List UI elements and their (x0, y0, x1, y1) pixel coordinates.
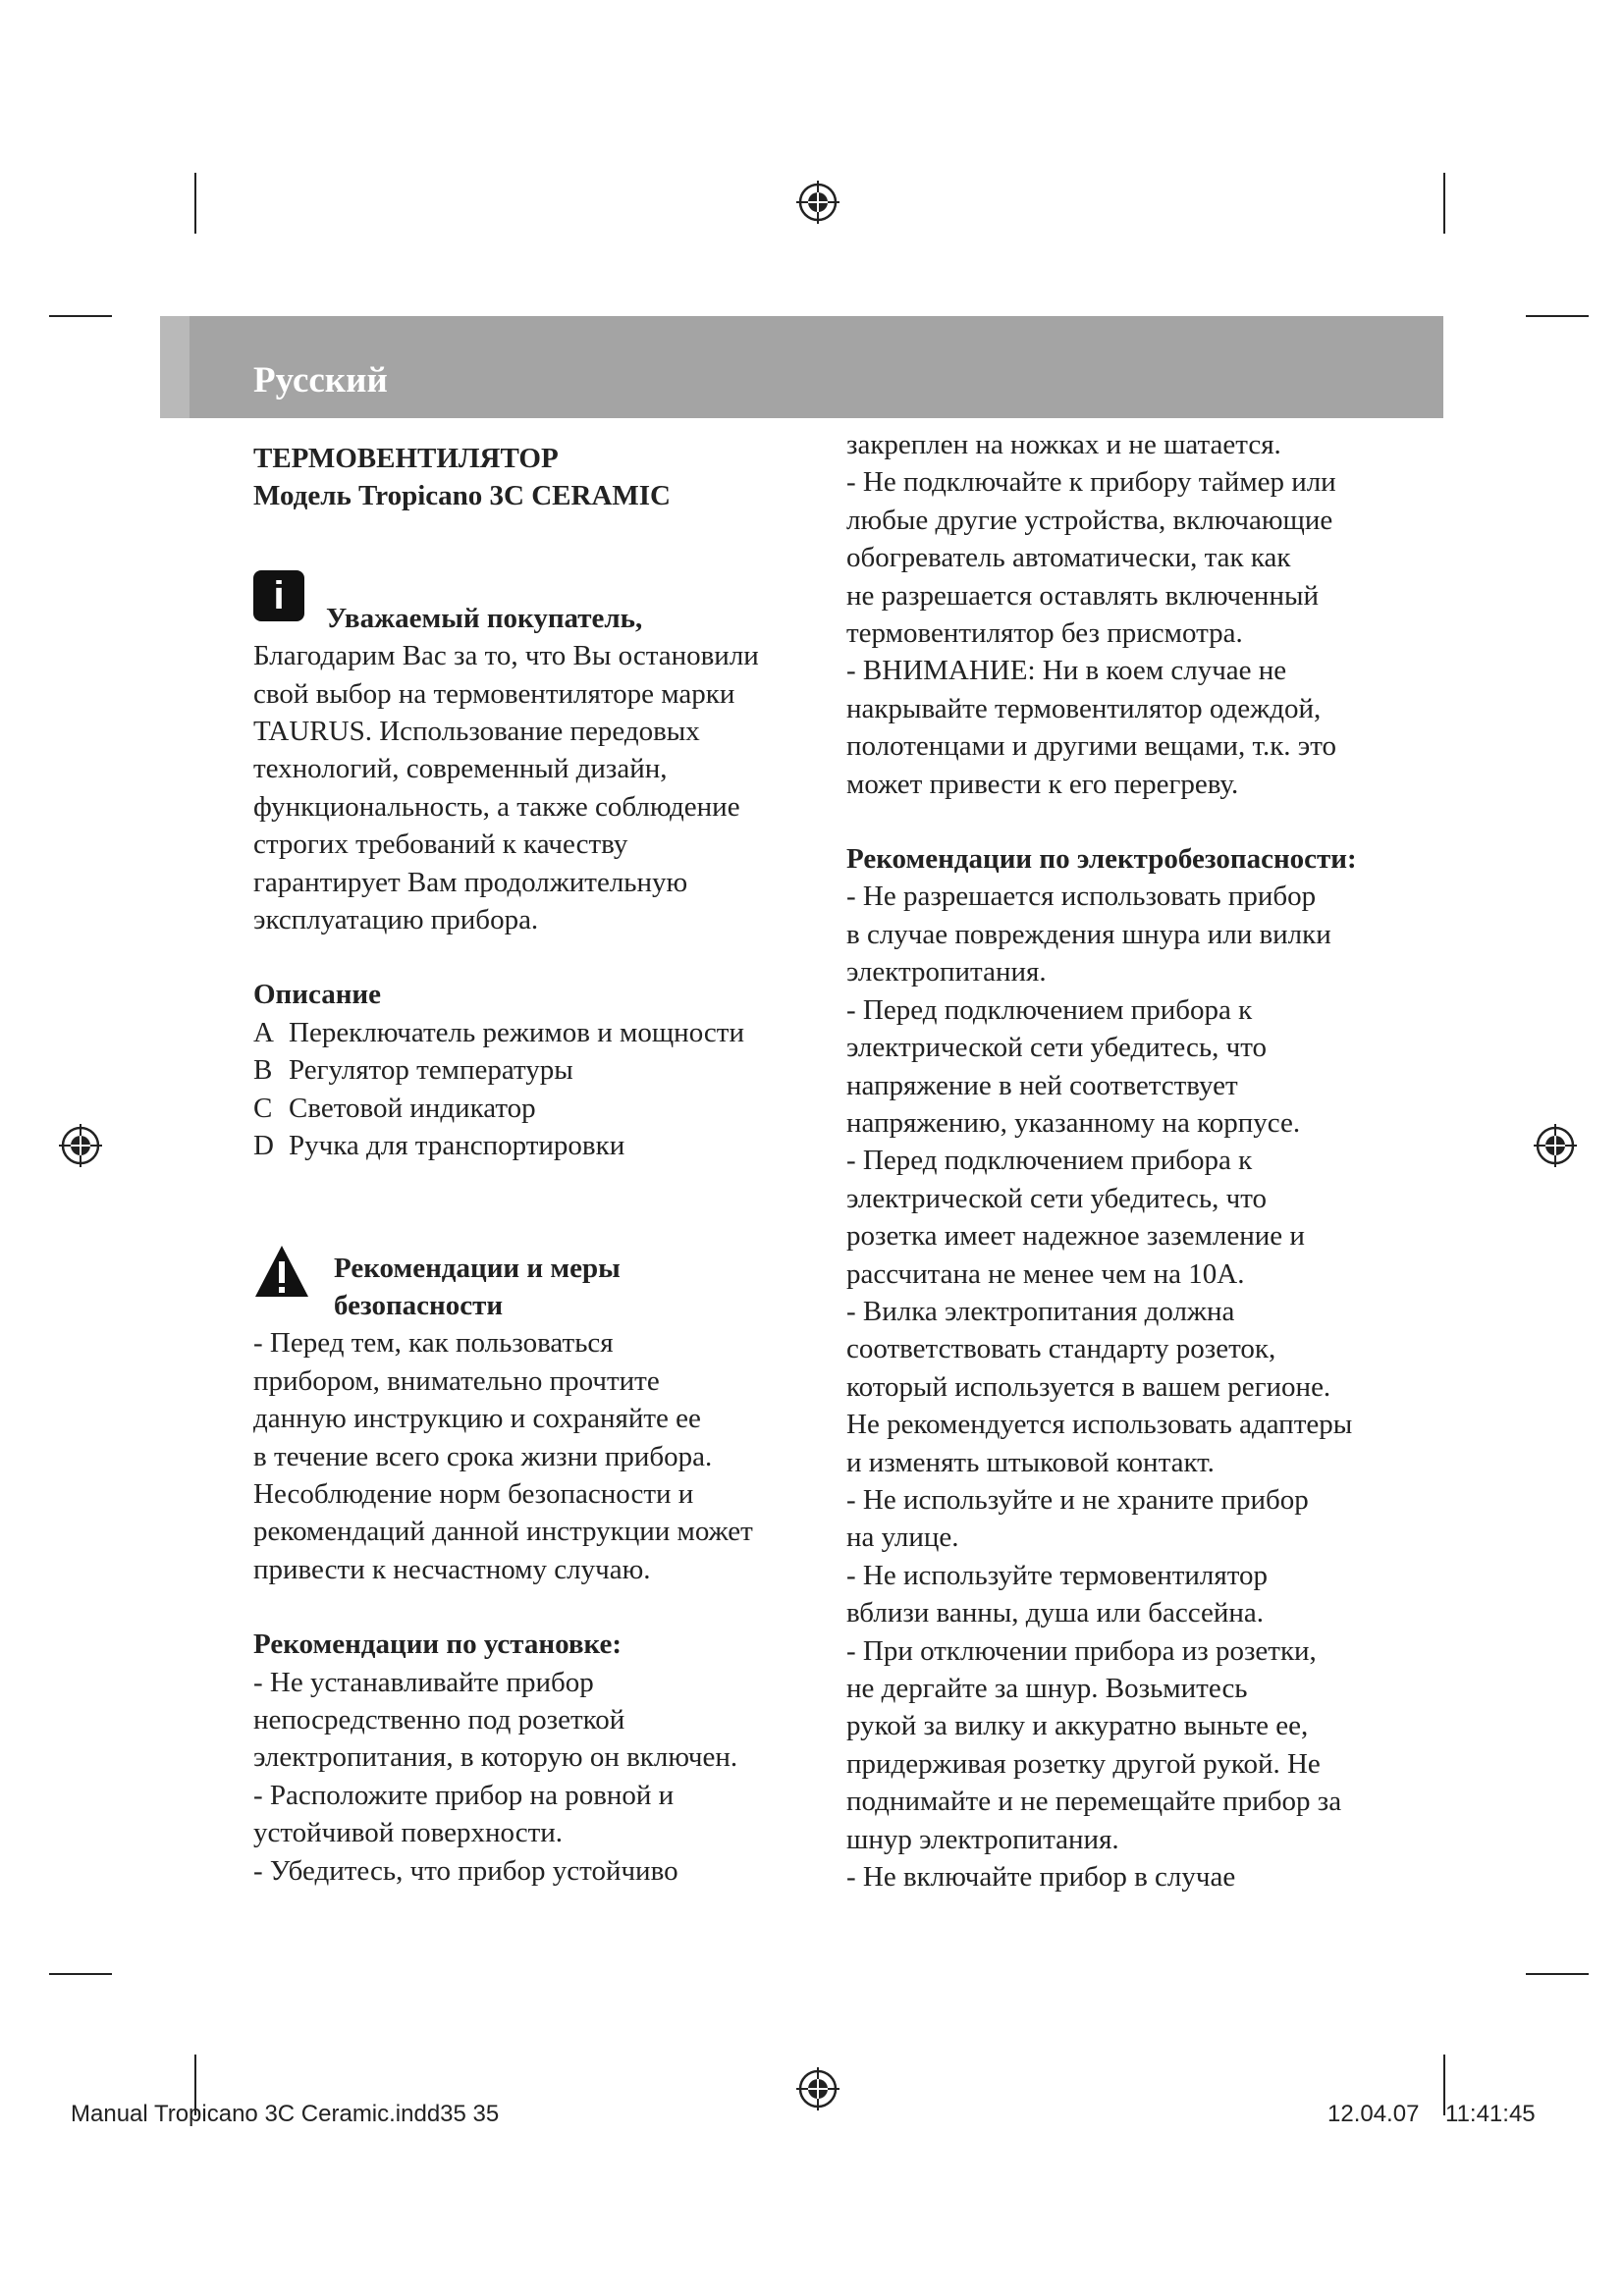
installation-line: электропитания, в которую он включен. (253, 1741, 738, 1774)
installation-line: непосредственно под розеткой (253, 1703, 625, 1735)
installation-line: - Убедитесь, что прибор устойчиво (253, 1854, 678, 1887)
electrical-line: - Не разрешается использовать прибор (846, 881, 1317, 913)
registration-mark-icon (794, 179, 841, 226)
electrical-line: розетка имеет надежное заземление и (846, 1220, 1305, 1253)
electrical-line: который используется в вашем регионе. (846, 1370, 1331, 1403)
electrical-line: - Перед подключением прибора к (846, 993, 1253, 1026)
electrical-line: рассчитана не менее чем на 10А. (846, 1257, 1245, 1290)
electrical-line: - При отключении прибора из розетки, (846, 1634, 1317, 1667)
electrical-line: электрической сети убедитесь, что (846, 1032, 1267, 1064)
safety-line: прибором, внимательно прочтите (253, 1364, 660, 1397)
footer-date: 12.04.07 (1327, 2101, 1420, 2127)
electrical-text (846, 878, 1396, 1896)
continued-line: полотенцами и другими вещами, т.к. это (846, 730, 1337, 763)
safety-line: привести к несчастному случаю. (253, 1553, 651, 1585)
continued-line: накрывайте термовентилятор одеждой, (846, 692, 1322, 724)
description-item: B Регулятор температуры (253, 1054, 573, 1087)
crop-mark-left-upper (49, 315, 112, 317)
electrical-line: электропитания. (846, 956, 1047, 988)
continued-line: - Не подключайте к прибору таймер или (846, 466, 1336, 499)
greeting-line: гарантирует Вам продолжительную (253, 866, 688, 898)
electrical-heading: Рекомендации по электробезопасности: (846, 843, 1357, 876)
description-item: C Световой индикатор (253, 1092, 536, 1124)
electrical-line: напряжение в ней соответствует (846, 1069, 1238, 1101)
crop-mark-top-left (194, 173, 196, 234)
electrical-line: электрической сети убедитесь, что (846, 1182, 1267, 1214)
header-stripe (160, 316, 189, 418)
continued-line: может привести к его перегреву. (846, 768, 1239, 800)
safety-line: в течение всего срока жизни прибора. (253, 1440, 713, 1472)
left-column (253, 440, 803, 1890)
safety-heading-row (253, 1250, 803, 1325)
electrical-line: напряжению, указанному на корпусе. (846, 1106, 1301, 1139)
continued-line: не разрешается оставлять включенный (846, 579, 1319, 612)
continued-line: термовентилятор без присмотра. (846, 617, 1243, 650)
electrical-line: придерживая розетку другой рукой. Не (846, 1747, 1321, 1780)
electrical-line: - Перед подключением прибора к (846, 1145, 1253, 1177)
description-heading: Описание (253, 979, 381, 1011)
continued-line: любые другие устройства, включающие (846, 504, 1333, 536)
greeting-line: технологий, современный дизайн, (253, 753, 668, 785)
electrical-line: - Не включайте прибор в случае (846, 1861, 1236, 1894)
electrical-line: Не рекомендуется использовать адаптеры (846, 1409, 1353, 1441)
safety-line: - Перед тем, как пользоваться (253, 1327, 614, 1360)
safety-line: Несоблюдение норм безопасности и (253, 1477, 694, 1510)
warning-icon (253, 1244, 310, 1299)
installation-line: - Не устанавливайте прибор (253, 1666, 594, 1698)
crop-mark-left-lower (49, 1973, 112, 1975)
safety-heading-line: Рекомендации и меры (334, 1252, 621, 1284)
continued-text (846, 426, 1396, 803)
description-item: A Переключатель режимов и мощности (253, 1016, 744, 1048)
electrical-line: и изменять штыковой контакт. (846, 1446, 1215, 1478)
installation-heading: Рекомендации по установке: (253, 1629, 623, 1661)
greeting-line: эксплуатацию прибора. (253, 904, 539, 936)
installation-text (253, 1664, 803, 1890)
electrical-line: не дергайте за шнур. Возьмитесь (846, 1673, 1248, 1704)
greeting-line: Благодарим Вас за то, что Вы остановили (253, 640, 759, 672)
right-column (846, 426, 1396, 1896)
electrical-line: поднимайте и не перемещайте прибор за (846, 1786, 1342, 1818)
greeting-line: функциональность, а также соблюдение (253, 790, 740, 823)
registration-mark-icon (794, 2065, 841, 2112)
electrical-line: - Не используйте и не храните прибор (846, 1483, 1309, 1516)
electrical-line: рукой за вилку и аккуратно выньте ее, (846, 1710, 1309, 1742)
greeting-line: строгих требований к качеству (253, 828, 628, 861)
greeting-heading: Уважаемый покупатель, (326, 602, 643, 634)
greeting-text (253, 637, 803, 938)
crop-mark-top-right (1443, 173, 1445, 234)
description-list (253, 1014, 803, 1165)
installation-line: устойчивой поверхности. (253, 1817, 564, 1849)
safety-line: данную инструкцию и сохраняйте ее (253, 1403, 701, 1435)
electrical-line: на улице. (846, 1522, 959, 1554)
info-icon: i (253, 570, 304, 621)
safety-text (253, 1324, 803, 1588)
electrical-line: соответствовать стандарту розеток, (846, 1333, 1276, 1365)
footer-file-info: Manual Tropicano 3C Ceramic.indd35 35 (71, 2101, 500, 2127)
language-title: Русский (253, 360, 388, 400)
electrical-line: - Не используйте термовентилятор (846, 1559, 1269, 1591)
crop-mark-right-lower (1526, 1973, 1589, 1975)
registration-mark-icon (1532, 1122, 1579, 1169)
crop-mark-right-upper (1526, 315, 1589, 317)
model-title: Модель Tropicano 3C CERAMIC (253, 480, 671, 512)
electrical-line: шнур электропитания. (846, 1823, 1119, 1855)
greeting-heading-row (253, 573, 803, 637)
safety-line: рекомендаций данной инструкции может (253, 1516, 753, 1548)
footer-time: 11:41:45 (1445, 2101, 1536, 2127)
continued-line: обогреватель автоматически, так как (846, 542, 1291, 574)
continued-line: закреплен на ножках и не шатается. (846, 429, 1281, 460)
product-title: ТЕРМОВЕНТИЛЯТОР (253, 443, 559, 474)
continued-line: - ВНИМАНИЕ: Ни в коем случае не (846, 655, 1287, 687)
registration-mark-icon (57, 1122, 104, 1169)
electrical-line: в случае повреждения шнура или вилки (846, 918, 1331, 950)
safety-heading-line: безопасности (334, 1289, 504, 1321)
greeting-line: свой выбор на термовентиляторе марки (253, 677, 735, 710)
greeting-line: TAURUS. Использование передовых (253, 716, 700, 748)
electrical-line: вблизи ванны, душа или бассейна. (846, 1597, 1264, 1629)
description-item: D Ручка для транспортировки (253, 1130, 625, 1162)
electrical-line: - Вилка электропитания должна (846, 1295, 1235, 1327)
installation-line: - Расположите прибор на ровной и (253, 1779, 675, 1811)
